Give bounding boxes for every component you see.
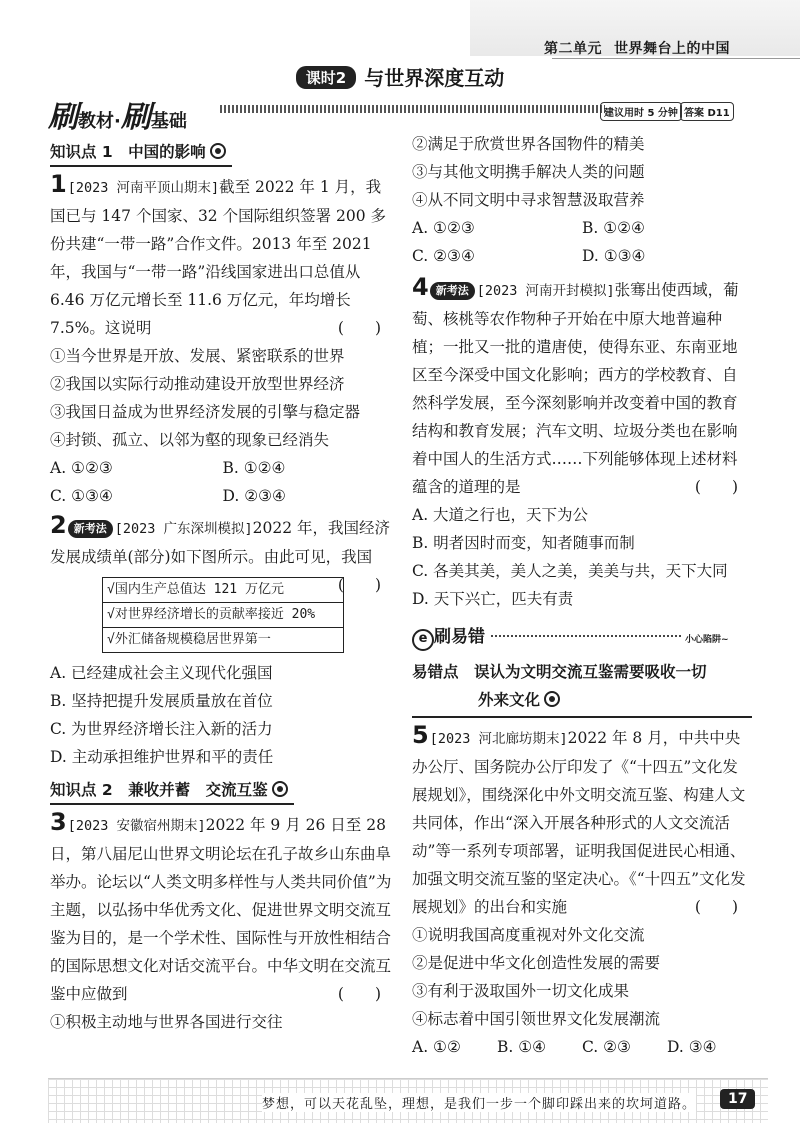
options — [412, 214, 752, 270]
option-d[interactable]: D. 天下兴亡，匹夫有责 — [412, 590, 574, 608]
left-column — [50, 138, 395, 1038]
time-label: 建议用时 — [604, 108, 644, 119]
answer-paren[interactable]: ( ) — [694, 478, 738, 496]
statement-item: ②是促进中华文化创造性发展的需要 — [412, 954, 661, 972]
option-c[interactable]: C. 各美其美，美人之美，美美与共，天下大同 — [412, 562, 728, 580]
question-number: 4 — [412, 273, 429, 301]
answer-value: D11 — [707, 108, 730, 119]
question-source: [2023 广东深圳模拟] — [114, 521, 253, 537]
error-section-title: 刷易错 — [434, 627, 485, 647]
section-title-dot: · — [114, 111, 121, 132]
statement-item: ③与其他文明携手解决人类的问题 — [412, 163, 645, 181]
kp1-label: 知识点 1 中国的影响 — [50, 143, 206, 161]
unit-title: 世界舞台上的中国 — [614, 41, 730, 57]
time-value: 5 分钟 — [647, 108, 678, 119]
question-source: [2023 安徽宿州期末] — [67, 818, 206, 834]
statement-item: ②满足于欣赏世界各国物件的精美 — [412, 135, 645, 153]
answer-box — [680, 102, 734, 121]
question-5 — [412, 721, 752, 1061]
question-source: [2023 河南平顶山期末] — [67, 180, 220, 196]
question-text: 截至 2022 年 1 月，我国已与 147 个国家、32 个国际组织签署 200 多份共建“一带一路”合作文件。2013 年至 2021 年，我国与“一带一路”沿线国家进出口总值从 6.46 万亿元增长至 11.6 万亿元，年均增长 7.5%。这说明 — [50, 178, 387, 337]
question-4 — [412, 273, 752, 613]
answer-paren[interactable]: ( ) — [694, 898, 738, 916]
kp2-label: 知识点 2 兼收并蓄 交流互鉴 — [50, 781, 268, 799]
option-a[interactable]: A. ①②③ — [412, 219, 475, 237]
statement-item: ④封锁、孤立、以邻为壑的现象已经消失 — [50, 431, 330, 449]
option-a[interactable]: A. ①② — [412, 1038, 461, 1056]
option-d[interactable]: D. ①③④ — [582, 247, 646, 265]
option-d[interactable]: D. ③④ — [667, 1038, 717, 1056]
target-icon — [210, 143, 226, 159]
statement-item: ③我国日益成为世界经济发展的引擎与稳定器 — [50, 403, 361, 421]
option-c[interactable]: C. ②③④ — [412, 247, 475, 265]
target-icon — [272, 781, 288, 797]
answer-paren[interactable]: ( ) — [337, 985, 381, 1003]
answer-label: 答案 — [684, 108, 704, 119]
error-point-text-2: 外来文化 — [478, 691, 541, 709]
option-a[interactable]: A. 已经建成社会主义现代化强国 — [50, 664, 273, 682]
option-b[interactable]: B. 明者因时而变，知者随事而制 — [412, 534, 635, 552]
statement-item: ④标志着中国引领世界文化发展潮流 — [412, 1010, 661, 1028]
error-point-label: 易错点 — [412, 663, 459, 681]
section-title-a2: 教材 — [78, 111, 114, 132]
question-2 — [50, 511, 395, 771]
question-number: 2 — [50, 511, 67, 539]
lesson-badge: 课时2 — [296, 66, 356, 89]
section-dots — [220, 105, 605, 113]
answer-paren[interactable]: ( ) — [337, 576, 381, 594]
unit-header-bg — [470, 0, 800, 56]
time-box — [600, 102, 682, 121]
error-icon: e — [412, 629, 434, 651]
option-c[interactable]: C. 为世界经济增长注入新的活力 — [50, 720, 273, 738]
option-d[interactable]: D. 主动承担维护世界和平的责任 — [50, 748, 274, 766]
lesson-title-text: 与世界深度互动 — [364, 66, 505, 90]
section-title-a: 刷 — [48, 100, 78, 135]
header-rule — [552, 58, 800, 59]
question-text: 张骞出使西域，葡萄、核桃等农作物种子开始在中原大地普遍种植；一批又一批的遣唐使，使得东亚、东南亚地区至今深受中国文化影响；西方的学校教育、自然科学发展，至今深刻影响并改变着中国的教育结构和教育发展；汽车文明、垃圾分类也在影响着中国人的生活方式……下列能够体现上述材料蕴含的道理的是 — [412, 281, 739, 496]
error-point — [412, 658, 752, 718]
achievement-item: √外汇储备规模稳居世界第一 — [107, 632, 271, 647]
option-a[interactable]: A. 大道之行也，天下为公 — [412, 506, 589, 524]
footer-motto: 梦想，可以天花乱坠，理想，是我们一步一个脚印踩出来的坎坷道路。 — [262, 1093, 696, 1112]
section-title-b2: 基础 — [150, 111, 187, 132]
statement-item: ①说明我国高度重视对外文化交流 — [412, 926, 645, 944]
unit-label — [544, 38, 730, 58]
statement-item: ①当今世界是开放、发展、紧密联系的世界 — [50, 347, 345, 365]
question-number: 3 — [50, 808, 67, 836]
achievement-list — [102, 577, 344, 653]
lesson-title — [0, 62, 800, 91]
error-dots — [491, 635, 681, 638]
option-c[interactable]: C. ②③ — [582, 1038, 631, 1056]
option-c[interactable]: C. ①③④ — [50, 487, 113, 505]
error-section-header — [412, 623, 752, 654]
question-number: 1 — [50, 170, 67, 198]
achievement-item: √国内生产总值达 121 万亿元 — [103, 578, 343, 603]
error-hint: 小心陷阱~ — [685, 635, 729, 645]
statement-item: ③有利于汲取国外一切文化成果 — [412, 982, 630, 1000]
section-title — [48, 92, 187, 136]
option-b[interactable]: B. 坚持把提升发展质量放在首位 — [50, 692, 273, 710]
option-b[interactable]: B. ①②④ — [222, 459, 286, 477]
section-bar — [48, 92, 738, 135]
new-method-tag: 新考法 — [430, 282, 475, 300]
option-a[interactable]: A. ①②③ — [50, 459, 113, 477]
answer-paren[interactable]: ( ) — [337, 319, 381, 337]
page-number: 17 — [720, 1089, 755, 1109]
option-b[interactable]: B. ①④ — [497, 1038, 547, 1056]
section-title-b: 刷 — [120, 100, 151, 135]
option-b[interactable]: B. ①②④ — [582, 219, 645, 237]
option-d[interactable]: D. ②③④ — [222, 487, 286, 505]
knowledge-point-2 — [50, 777, 294, 805]
statement-item: ①积极主动地与世界各国进行交往 — [50, 1013, 283, 1031]
statement-item: ②我国以实际行动推动建设开放型世界经济 — [50, 375, 345, 393]
achievement-item: √对世界经济增长的贡献率接近 20% — [103, 603, 343, 628]
unit-number: 第二单元 — [544, 41, 602, 57]
new-method-tag: 新考法 — [68, 520, 113, 538]
question-number: 5 — [412, 721, 429, 749]
options — [50, 454, 395, 510]
question-text: 2022 年，我国经济发展成绩单(部分)如下图所示。由此可见，我国 — [50, 519, 390, 566]
question-text: 2022 年 8 月，中共中央办公厅、国务院办公厅印发了《“十四五”文化发展规划》，围绕深化中外文明交流互鉴、构建人文共同体，作出“深入开展各种形式的人文交流活动”等一系列专项部署，证明我国促进民心相通、加强文明交流互鉴的坚定决心。《“十四五”文化发展规划》的出台和实施 — [412, 729, 746, 916]
options — [412, 1033, 752, 1061]
question-source: [2023 河北廊坊期末] — [429, 731, 568, 747]
footer-grid — [48, 1078, 768, 1123]
target-icon — [544, 691, 560, 707]
statement-item: ④从不同文明中寻求智慧汲取营养 — [412, 191, 645, 209]
right-column — [412, 130, 752, 1063]
question-3 — [50, 808, 395, 1036]
knowledge-point-1 — [50, 139, 232, 167]
question-source: [2023 河南开封模拟] — [476, 283, 615, 299]
error-point-text: 误认为文明交流互鉴需要吸收一切 — [474, 663, 707, 681]
question-1 — [50, 170, 395, 510]
question-text: 2022 年 9 月 26 日至 28 日，第八届尼山世界文明论坛在孔子故乡山东曲阜举办。论坛以“人类文明多样性与人类共同价值”为主题，以弘扬中华优秀文化、促进世界文明交流互鉴为目的，是一个学术性、国际性与开放性相结合的国际思想文化对话交流平台。中华文明在交流互鉴中应做到 — [50, 816, 392, 1003]
